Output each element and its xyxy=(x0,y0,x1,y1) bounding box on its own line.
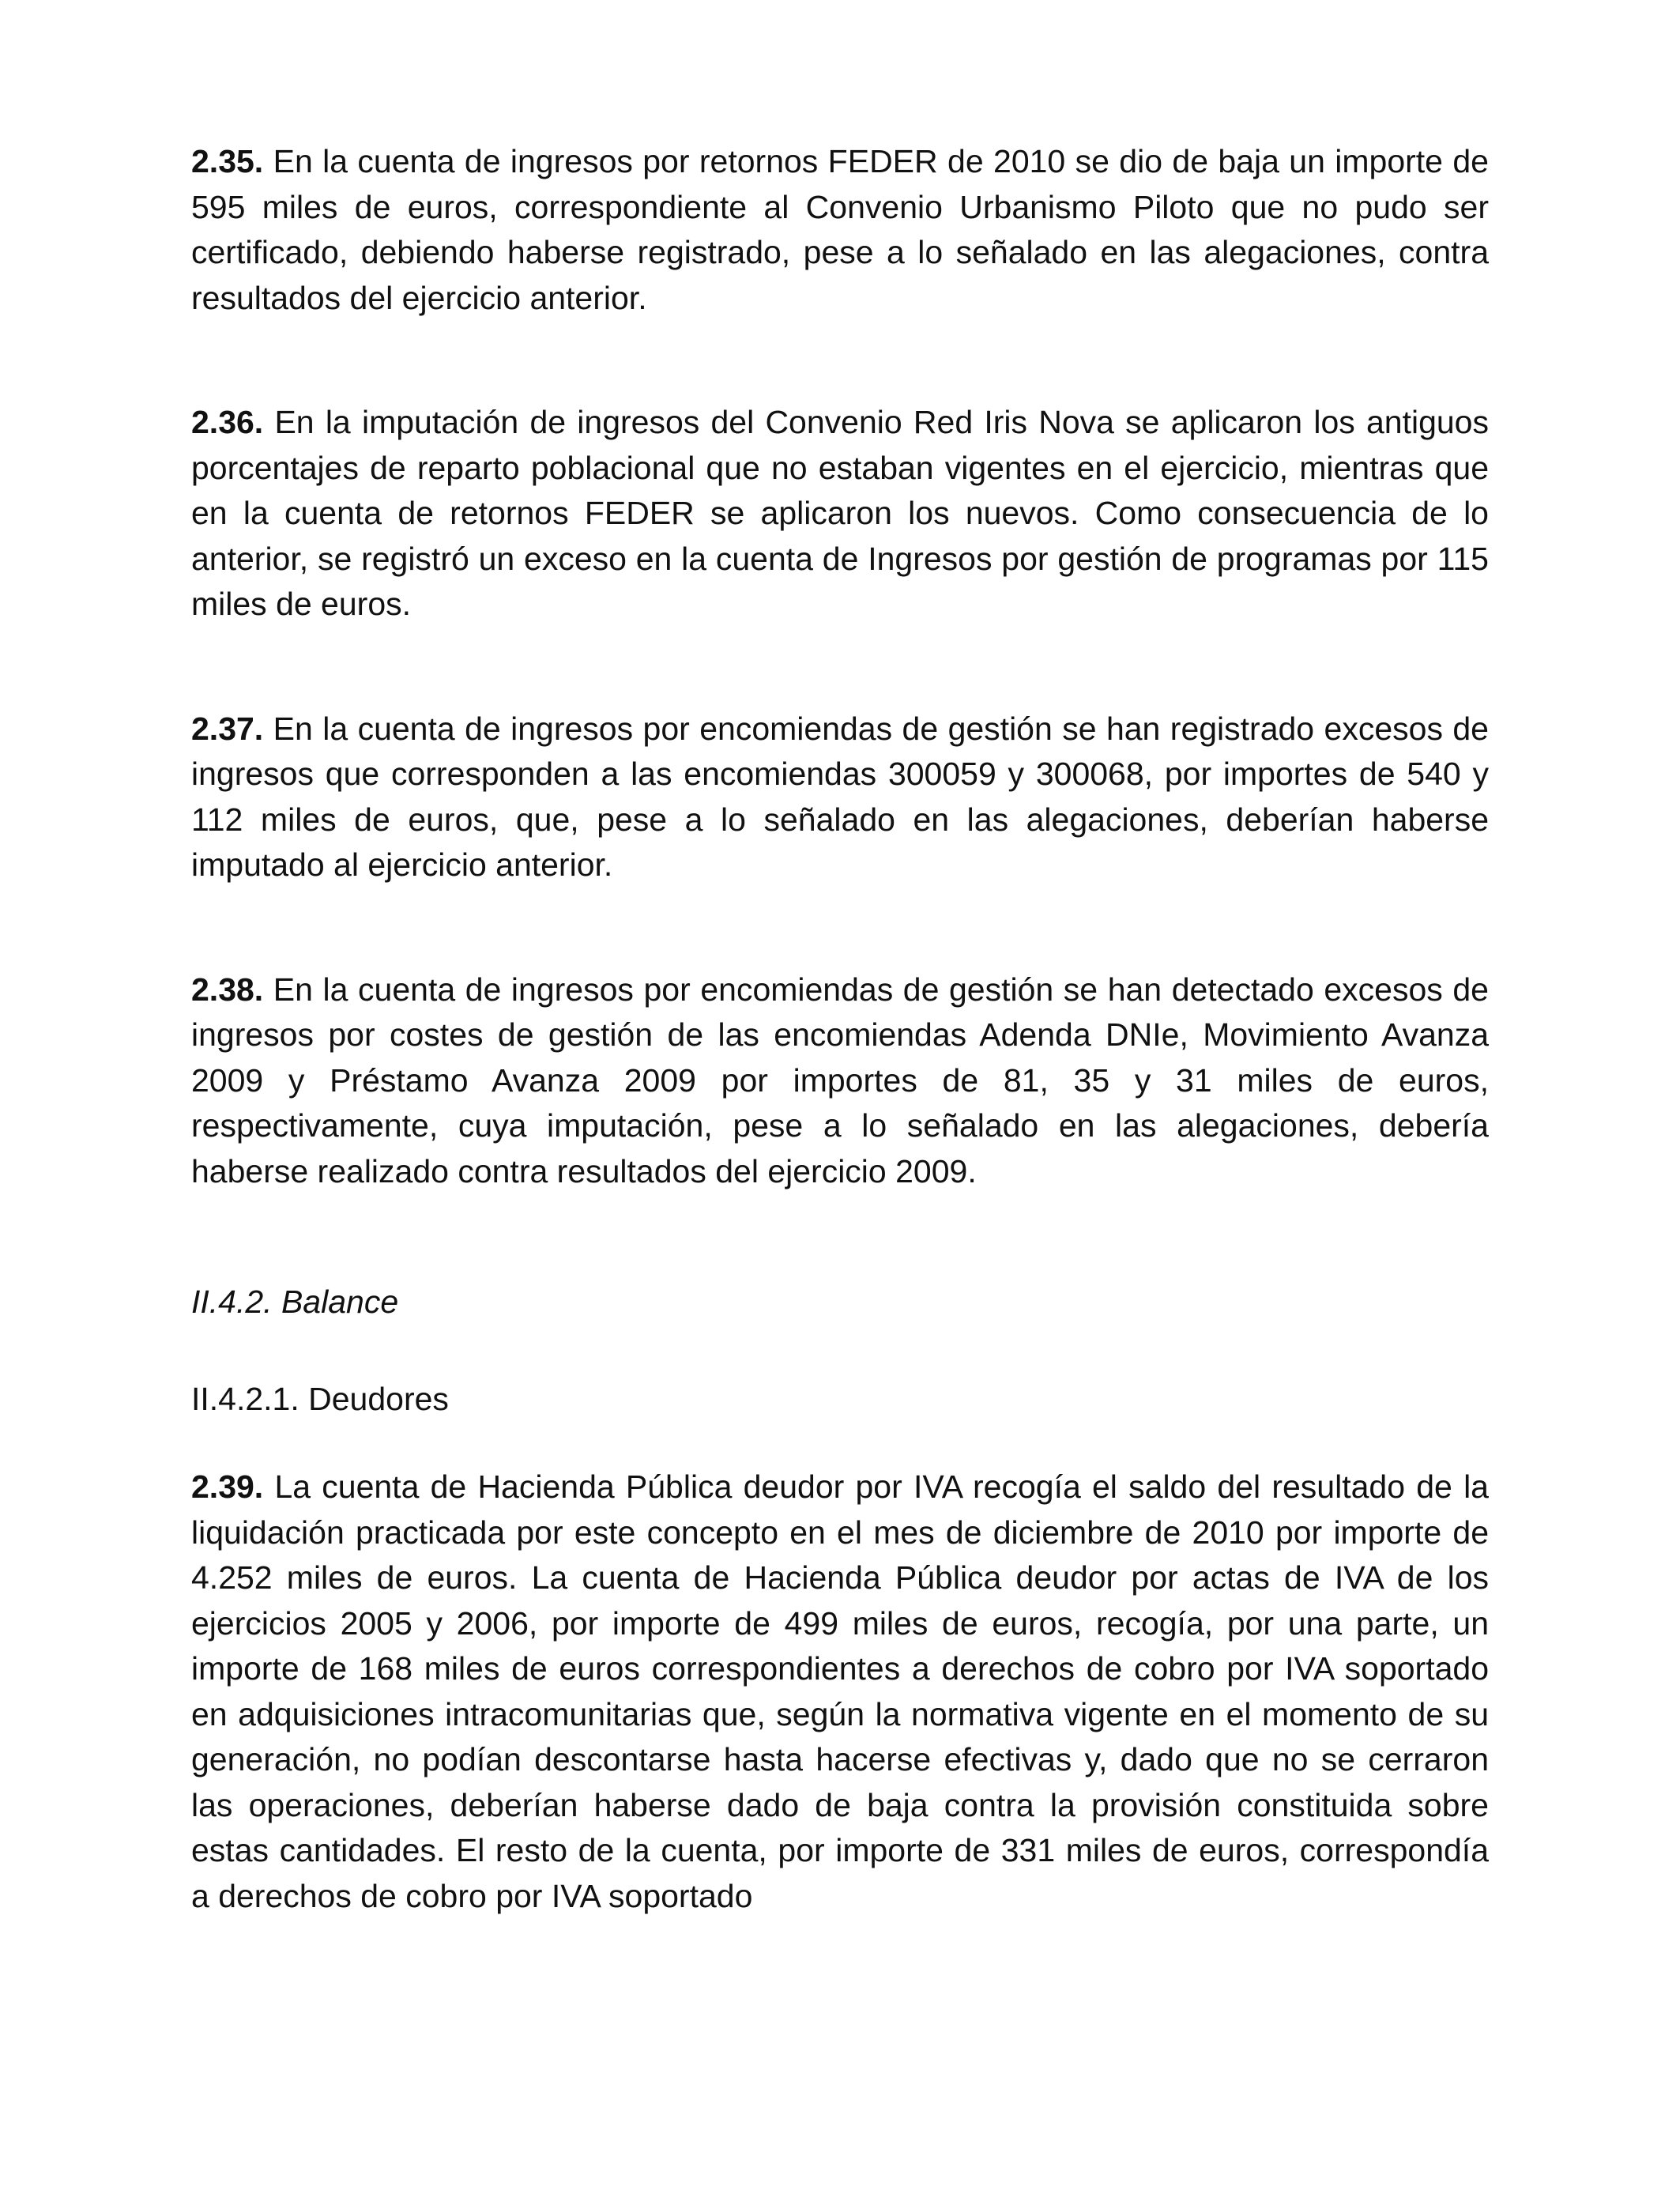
paragraph-number: 2.39. xyxy=(191,1468,264,1505)
paragraph-number: 2.38. xyxy=(191,971,264,1008)
paragraph-text: En la cuenta de ingresos por retornos FEDER de 2010 se dio de baja un importe de 595 miles de euros, correspondiente al Convenio Urbanismo Piloto que no pudo ser certificado, debiendo haberse registrado, pese a lo señalado en las alegaciones, contra resultados del ejercicio anterior. xyxy=(191,143,1489,316)
subsection-heading-deudores: II.4.2.1. Deudores xyxy=(191,1380,449,1417)
paragraph-text: En la cuenta de ingresos por encomiendas de gestión se han detectado excesos de ingresos por costes de gestión de las encomiendas Adenda DNIe, Movimiento Avanza 2009 y Préstamo Avanza 2009 por importes de 81, 35 y 31 miles de euros, respectivamente, cuya imputación, pese a lo señalado en las alegaciones, debería haberse realizado contra resultados del ejercicio 2009. xyxy=(191,971,1489,1189)
paragraph-text: En la cuenta de ingresos por encomiendas de gestión se han registrado excesos de ingresos que corresponden a las encomiendas 300059 y 300068, por importes de 540 y 112 miles de euros, que, pese a lo señalado en las alegaciones, deberían haberse imputado al ejercicio anterior. xyxy=(191,710,1489,883)
section-heading-balance: II.4.2. Balance xyxy=(191,1284,399,1320)
paragraph-2-36 xyxy=(191,400,1489,628)
paragraph-number: 2.37. xyxy=(191,710,264,747)
paragraph-2-38 xyxy=(191,967,1489,1195)
paragraph-text: En la imputación de ingresos del Convenio Red Iris Nova se aplicaron los antiguos porcentajes de reparto poblacional que no estaban vigentes en el ejercicio, mientras que en la cuenta de retornos FEDER se aplicaron los nuevos. Como consecuencia de lo anterior, se registró un exceso en la cuenta de Ingresos por gestión de programas por 115 miles de euros. xyxy=(191,404,1489,622)
paragraph-text: La cuenta de Hacienda Pública deudor por IVA recogía el saldo del resultado de la liquidación practicada por este concepto en el mes de diciembre de 2010 por importe de 4.252 miles de euros. La cuenta de Hacienda Pública deudor por actas de IVA de los ejercicios 2005 y 2006, por importe de 499 miles de euros, recogía, por una parte, un importe de 168 miles de euros correspondientes a derechos de cobro por IVA soportado en adquisiciones intracomunitarias que, según la normativa vigente en el momento de su generación, no podían descontarse hasta hacerse efectivas y, dado que no se cerraron las operaciones, deberían haberse dado de baja contra la provisión constituida sobre estas cantidades. El resto de la cuenta, por importe de 331 miles de euros, correspondía a derechos de cobro por IVA soportado xyxy=(191,1468,1489,1914)
paragraph-2-35 xyxy=(191,139,1489,321)
paragraph-number: 2.35. xyxy=(191,143,264,179)
paragraph-number: 2.36. xyxy=(191,404,264,440)
paragraph-2-37 xyxy=(191,707,1489,888)
document-page xyxy=(191,139,1489,1919)
paragraph-2-39 xyxy=(191,1465,1489,1919)
